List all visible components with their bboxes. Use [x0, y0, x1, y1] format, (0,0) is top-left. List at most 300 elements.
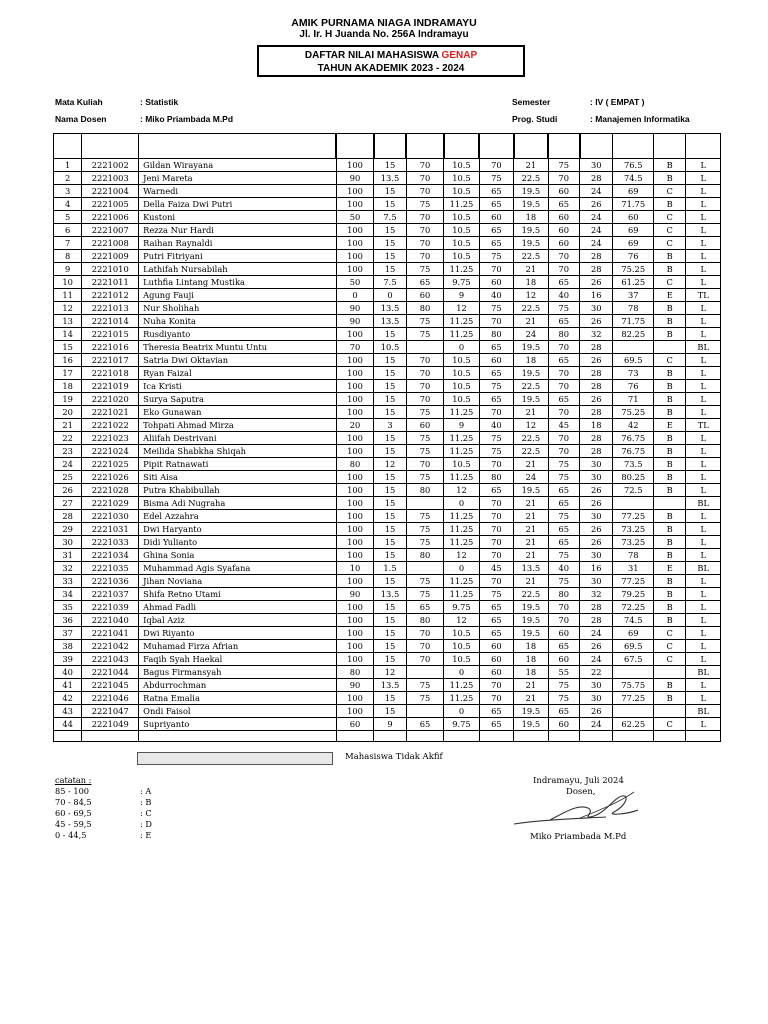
table-cell: 65 [479, 393, 513, 406]
table-cell: B [654, 575, 686, 588]
table-cell: 100 [336, 250, 374, 263]
table-cell: 13 [54, 315, 82, 328]
table-cell: 70 [548, 445, 579, 458]
table-cell: 65 [548, 497, 579, 510]
table-cell: 80 [548, 328, 579, 341]
table-cell: 75 [406, 263, 444, 276]
table-cell: B [654, 510, 686, 523]
table-cell: 0 [444, 705, 479, 718]
table-cell: B [654, 692, 686, 705]
table-cell: 32 [54, 562, 82, 575]
table-cell: 100 [336, 380, 374, 393]
table-cell: 16 [580, 289, 613, 302]
table-cell: 26 [54, 484, 82, 497]
table-cell: 2221004 [82, 185, 139, 198]
table-cell: 7 [54, 237, 82, 250]
table-cell: L [686, 653, 721, 666]
table-cell: 65 [479, 224, 513, 237]
table-cell: 65 [479, 705, 513, 718]
table-row [54, 406, 721, 419]
student-name-cell: Warnedi [139, 185, 337, 198]
table-cell: 65 [548, 354, 579, 367]
table-cell: 2221003 [82, 172, 139, 185]
table-cell: 3 [374, 419, 406, 432]
table-cell: 2221018 [82, 367, 139, 380]
table-cell: 26 [580, 198, 613, 211]
header-cell [139, 134, 337, 159]
table-cell: 70 [479, 692, 513, 705]
table-cell: 70 [548, 250, 579, 263]
table-cell: 70 [548, 263, 579, 276]
student-name-cell: Ghina Sonia [139, 549, 337, 562]
table-cell: 10.5 [444, 393, 479, 406]
table-cell: B [654, 523, 686, 536]
table-cell: 2221012 [82, 289, 139, 302]
table-cell: 30 [580, 692, 613, 705]
table-cell: 65 [548, 484, 579, 497]
table-cell: 28 [580, 250, 613, 263]
table-cell: 60 [548, 211, 579, 224]
table-cell: 67.5 [613, 653, 654, 666]
table-cell: 10 [336, 562, 374, 575]
student-name-cell: Iqbal Aziz [139, 614, 337, 627]
table-cell: 60 [548, 237, 579, 250]
table-cell: 65 [406, 601, 444, 614]
table-cell: 60 [479, 653, 513, 666]
table-cell: 70 [479, 549, 513, 562]
student-name-cell: Meilida Shabkha Shiqah [139, 445, 337, 458]
student-name-cell: Ondi Faisol [139, 705, 337, 718]
table-cell: E [654, 419, 686, 432]
table-cell: 80 [548, 588, 579, 601]
table-cell: 75 [406, 510, 444, 523]
table-cell: 10.5 [444, 185, 479, 198]
table-cell: 100 [336, 497, 374, 510]
table-cell: 11.25 [444, 198, 479, 211]
table-row [54, 562, 721, 575]
table-cell: 40 [54, 666, 82, 679]
table-cell: 65 [406, 276, 444, 289]
table-cell: 60 [479, 276, 513, 289]
table-row [54, 211, 721, 224]
table-cell: 69 [613, 185, 654, 198]
table-cell: B [654, 445, 686, 458]
table-cell: 75 [406, 523, 444, 536]
table-cell: 74.5 [613, 172, 654, 185]
table-cell: 11.25 [444, 575, 479, 588]
table-cell: 74.5 [613, 614, 654, 627]
table-row [54, 679, 721, 692]
table-cell: 19.5 [514, 185, 548, 198]
table-cell: 12 [444, 614, 479, 627]
table-row [54, 419, 721, 432]
table-cell: 14 [54, 328, 82, 341]
table-cell: 2221046 [82, 692, 139, 705]
inactive-legend-label: Mahasiswa Tidak Akfif [345, 752, 443, 762]
table-cell: 18 [514, 276, 548, 289]
table-cell: L [686, 575, 721, 588]
table-cell: 77.25 [613, 692, 654, 705]
table-cell: 70 [406, 159, 444, 172]
table-cell: 75 [548, 692, 579, 705]
table-cell: 25 [54, 471, 82, 484]
table-cell: 40 [479, 419, 513, 432]
student-name-cell: Tohpati Ahmad Mirza [139, 419, 337, 432]
student-name-cell: Putra Khabibullah [139, 484, 337, 497]
table-cell: B [654, 484, 686, 497]
table-cell: 77.25 [613, 510, 654, 523]
table-cell: 12 [444, 484, 479, 497]
table-cell: L [686, 159, 721, 172]
header-cell [406, 134, 444, 159]
table-cell: 70 [406, 627, 444, 640]
table-cell: 100 [336, 198, 374, 211]
table-cell: 75 [406, 471, 444, 484]
table-cell: 2221040 [82, 614, 139, 627]
table-cell: 2221041 [82, 627, 139, 640]
table-cell: 9.75 [444, 276, 479, 289]
table-cell: 69 [613, 237, 654, 250]
table-cell: 15 [374, 510, 406, 523]
table-cell: 10 [54, 276, 82, 289]
table-cell: 75 [406, 692, 444, 705]
table-row [54, 393, 721, 406]
table-row [54, 445, 721, 458]
table-cell: 100 [336, 510, 374, 523]
table-row [54, 666, 721, 679]
table-cell: 30 [580, 575, 613, 588]
table-cell: 10.5 [444, 640, 479, 653]
grade-range: 85 - 100 [55, 786, 90, 796]
table-cell: 9 [444, 419, 479, 432]
table-row [54, 432, 721, 445]
semester-value: : IV ( EMPAT ) [590, 97, 645, 107]
table-cell: L [686, 354, 721, 367]
table-cell: 13.5 [374, 315, 406, 328]
student-name-cell: Jihan Noviana [139, 575, 337, 588]
student-name-cell: Dwi Haryanto [139, 523, 337, 536]
table-cell: L [686, 549, 721, 562]
table-cell: 60 [548, 653, 579, 666]
table-cell: 70 [406, 367, 444, 380]
table-cell: 100 [336, 614, 374, 627]
table-cell: 22.5 [514, 432, 548, 445]
student-name-cell: Theresia Beatrix Muntu Untu [139, 341, 337, 354]
table-cell: B [654, 601, 686, 614]
table-cell [613, 666, 654, 679]
student-name-cell: Putri Fitriyani [139, 250, 337, 263]
table-cell: B [654, 380, 686, 393]
semester-label: Semester [512, 97, 551, 107]
table-cell: 18 [514, 653, 548, 666]
table-cell: L [686, 484, 721, 497]
table-cell: 2221017 [82, 354, 139, 367]
table-cell: 75 [406, 328, 444, 341]
table-cell: 65 [479, 614, 513, 627]
table-cell: L [686, 406, 721, 419]
table-row [54, 198, 721, 211]
table-cell: 24 [580, 237, 613, 250]
table-cell: L [686, 250, 721, 263]
table-cell: 70 [406, 250, 444, 263]
table-cell: C [654, 276, 686, 289]
table-cell [654, 666, 686, 679]
table-row [54, 185, 721, 198]
student-name-cell: Rezza Nur Hardi [139, 224, 337, 237]
table-cell: 100 [336, 159, 374, 172]
table-cell: 24 [580, 718, 613, 731]
table-cell: 75 [479, 380, 513, 393]
table-cell: 70 [548, 601, 579, 614]
student-name-cell: Satria Dwi Oktavian [139, 354, 337, 367]
table-cell: 70 [406, 224, 444, 237]
table-cell: 65 [479, 718, 513, 731]
table-cell: 100 [336, 536, 374, 549]
table-cell: 21 [514, 692, 548, 705]
table-cell: 15 [374, 575, 406, 588]
table-cell: 11.25 [444, 471, 479, 484]
table-cell: L [686, 185, 721, 198]
table-cell: 70 [336, 341, 374, 354]
table-cell: 2221007 [82, 224, 139, 237]
table-cell: L [686, 640, 721, 653]
table-cell: 9.75 [444, 718, 479, 731]
table-cell: 70 [548, 367, 579, 380]
table-cell: 22.5 [514, 302, 548, 315]
table-cell: 76 [613, 380, 654, 393]
table-cell: 21 [514, 510, 548, 523]
header-cell [82, 134, 139, 159]
table-cell: 11.25 [444, 536, 479, 549]
table-cell: 65 [479, 198, 513, 211]
table-cell: TL [686, 289, 721, 302]
table-cell: B [654, 302, 686, 315]
table-cell: 38 [54, 640, 82, 653]
table-cell: 70 [479, 523, 513, 536]
table-cell [514, 731, 548, 742]
table-cell: C [654, 653, 686, 666]
grade-range: 60 - 69,5 [55, 808, 92, 818]
table-cell: 7.5 [374, 211, 406, 224]
table-cell: 30 [580, 679, 613, 692]
table-cell: B [654, 536, 686, 549]
table-cell: 21 [514, 679, 548, 692]
table-cell: 75 [548, 549, 579, 562]
header-cell [444, 134, 479, 159]
table-cell: 28 [580, 445, 613, 458]
table-cell: 15 [374, 185, 406, 198]
table-cell: 21 [54, 419, 82, 432]
table-row [54, 367, 721, 380]
table-cell: 0 [374, 289, 406, 302]
table-cell: 2221011 [82, 276, 139, 289]
table-cell: 76.75 [613, 445, 654, 458]
table-cell: 19.5 [514, 614, 548, 627]
table-cell: 65 [548, 393, 579, 406]
table-cell: 33 [54, 575, 82, 588]
table-cell: 0 [444, 341, 479, 354]
table-cell: 22 [580, 666, 613, 679]
table-cell: 100 [336, 445, 374, 458]
table-cell: C [654, 185, 686, 198]
student-name-cell: Nuha Konita [139, 315, 337, 328]
table-row [54, 328, 721, 341]
table-cell: L [686, 328, 721, 341]
table-cell: 70 [406, 185, 444, 198]
table-cell: C [654, 640, 686, 653]
table-cell: 19.5 [514, 627, 548, 640]
table-cell: 2221014 [82, 315, 139, 328]
table-cell: L [686, 458, 721, 471]
table-cell: 65 [548, 315, 579, 328]
table-cell: 65 [548, 523, 579, 536]
table-cell: 11.25 [444, 510, 479, 523]
table-cell: 26 [580, 497, 613, 510]
table-cell: 18 [514, 354, 548, 367]
table-cell: 15 [374, 237, 406, 250]
table-cell: 65 [479, 627, 513, 640]
table-cell: L [686, 601, 721, 614]
table-cell [406, 731, 444, 742]
header-cell [54, 134, 82, 159]
table-row [54, 237, 721, 250]
table-cell: L [686, 237, 721, 250]
table-cell: 75 [406, 406, 444, 419]
table-cell: 15 [374, 198, 406, 211]
lecturer-value: : Miko Priambada M.Pd [140, 114, 234, 124]
table-cell: 30 [580, 302, 613, 315]
table-cell [406, 705, 444, 718]
table-cell: 2 [54, 172, 82, 185]
table-cell: 2221043 [82, 653, 139, 666]
table-cell [613, 731, 654, 742]
table-cell: 21 [514, 523, 548, 536]
student-name-cell: Luthfia Lintang Mustika [139, 276, 337, 289]
table-cell: 10.5 [444, 653, 479, 666]
table-cell: 55 [548, 666, 579, 679]
table-row [54, 224, 721, 237]
table-cell: 0 [444, 497, 479, 510]
table-row [54, 341, 721, 354]
table-cell: 10.5 [374, 341, 406, 354]
table-cell [479, 731, 513, 742]
table-cell: 100 [336, 432, 374, 445]
table-cell: 11.25 [444, 679, 479, 692]
table-cell: L [686, 445, 721, 458]
table-cell: 73.25 [613, 536, 654, 549]
table-cell: 75 [479, 172, 513, 185]
table-cell: 26 [580, 705, 613, 718]
table-row [54, 250, 721, 263]
table-cell: 60 [548, 718, 579, 731]
table-cell: 75 [406, 679, 444, 692]
header-cell [336, 134, 374, 159]
table-cell: 6 [54, 224, 82, 237]
table-cell: 19.5 [514, 224, 548, 237]
table-cell: 42 [613, 419, 654, 432]
table-cell: 26 [580, 640, 613, 653]
table-cell: 70 [548, 432, 579, 445]
table-cell: 2221028 [82, 484, 139, 497]
table-cell: 18 [514, 640, 548, 653]
student-name-cell: Ahmad Fadli [139, 601, 337, 614]
table-cell: 28 [580, 367, 613, 380]
table-cell: 60 [548, 224, 579, 237]
table-cell: 100 [336, 354, 374, 367]
table-cell: 15 [374, 224, 406, 237]
table-cell: 18 [514, 666, 548, 679]
table-cell: 60 [479, 211, 513, 224]
table-cell: 40 [479, 289, 513, 302]
table-cell: 15 [374, 393, 406, 406]
table-cell [406, 562, 444, 575]
grade-range: 45 - 59,5 [55, 819, 92, 829]
table-row [54, 354, 721, 367]
student-name-cell: Muhamad Firza Afrian [139, 640, 337, 653]
table-cell: 70 [479, 679, 513, 692]
table-cell: 15 [374, 497, 406, 510]
table-cell: 13.5 [374, 588, 406, 601]
table-cell: 11.25 [444, 406, 479, 419]
table-cell: 2221019 [82, 380, 139, 393]
table-cell: 2221010 [82, 263, 139, 276]
table-cell: 15 [374, 432, 406, 445]
table-row [54, 484, 721, 497]
student-name-cell: Didi Yulianto [139, 536, 337, 549]
table-cell: 15 [374, 159, 406, 172]
table-cell: 18 [54, 380, 82, 393]
table-cell: 75 [548, 679, 579, 692]
table-cell: 61.25 [613, 276, 654, 289]
student-name-cell: Lathifah Nursabilah [139, 263, 337, 276]
table-cell: 70 [548, 172, 579, 185]
student-name-cell: Ica Kristi [139, 380, 337, 393]
table-cell: B [654, 198, 686, 211]
table-cell: L [686, 692, 721, 705]
table-cell: 70 [406, 211, 444, 224]
table-cell: 70 [406, 172, 444, 185]
table-cell: 11.25 [444, 328, 479, 341]
student-name-cell: Nur Sholihah [139, 302, 337, 315]
table-cell: 24 [514, 471, 548, 484]
table-cell: L [686, 393, 721, 406]
table-cell [406, 666, 444, 679]
table-cell [613, 705, 654, 718]
table-cell: 15 [374, 250, 406, 263]
table-cell: 90 [336, 315, 374, 328]
table-cell: C [654, 211, 686, 224]
table-cell: 100 [336, 406, 374, 419]
student-name-cell: Della Faiza Dwi Putri [139, 198, 337, 211]
table-cell: 15 [374, 354, 406, 367]
student-name-cell: Jeni Mareta [139, 172, 337, 185]
table-cell: 15 [374, 614, 406, 627]
table-cell: 28 [580, 406, 613, 419]
table-cell: 2221020 [82, 393, 139, 406]
table-cell: 19.5 [514, 237, 548, 250]
table-cell: BL [686, 705, 721, 718]
student-name-cell: Gildan Wirayana [139, 159, 337, 172]
table-cell: 70 [406, 393, 444, 406]
table-row [54, 380, 721, 393]
table-cell: 65 [548, 276, 579, 289]
table-cell: 70 [548, 614, 579, 627]
table-cell: 22.5 [514, 445, 548, 458]
table-row [54, 575, 721, 588]
table-cell: 19.5 [514, 341, 548, 354]
table-cell: 80 [406, 484, 444, 497]
table-cell: B [654, 679, 686, 692]
